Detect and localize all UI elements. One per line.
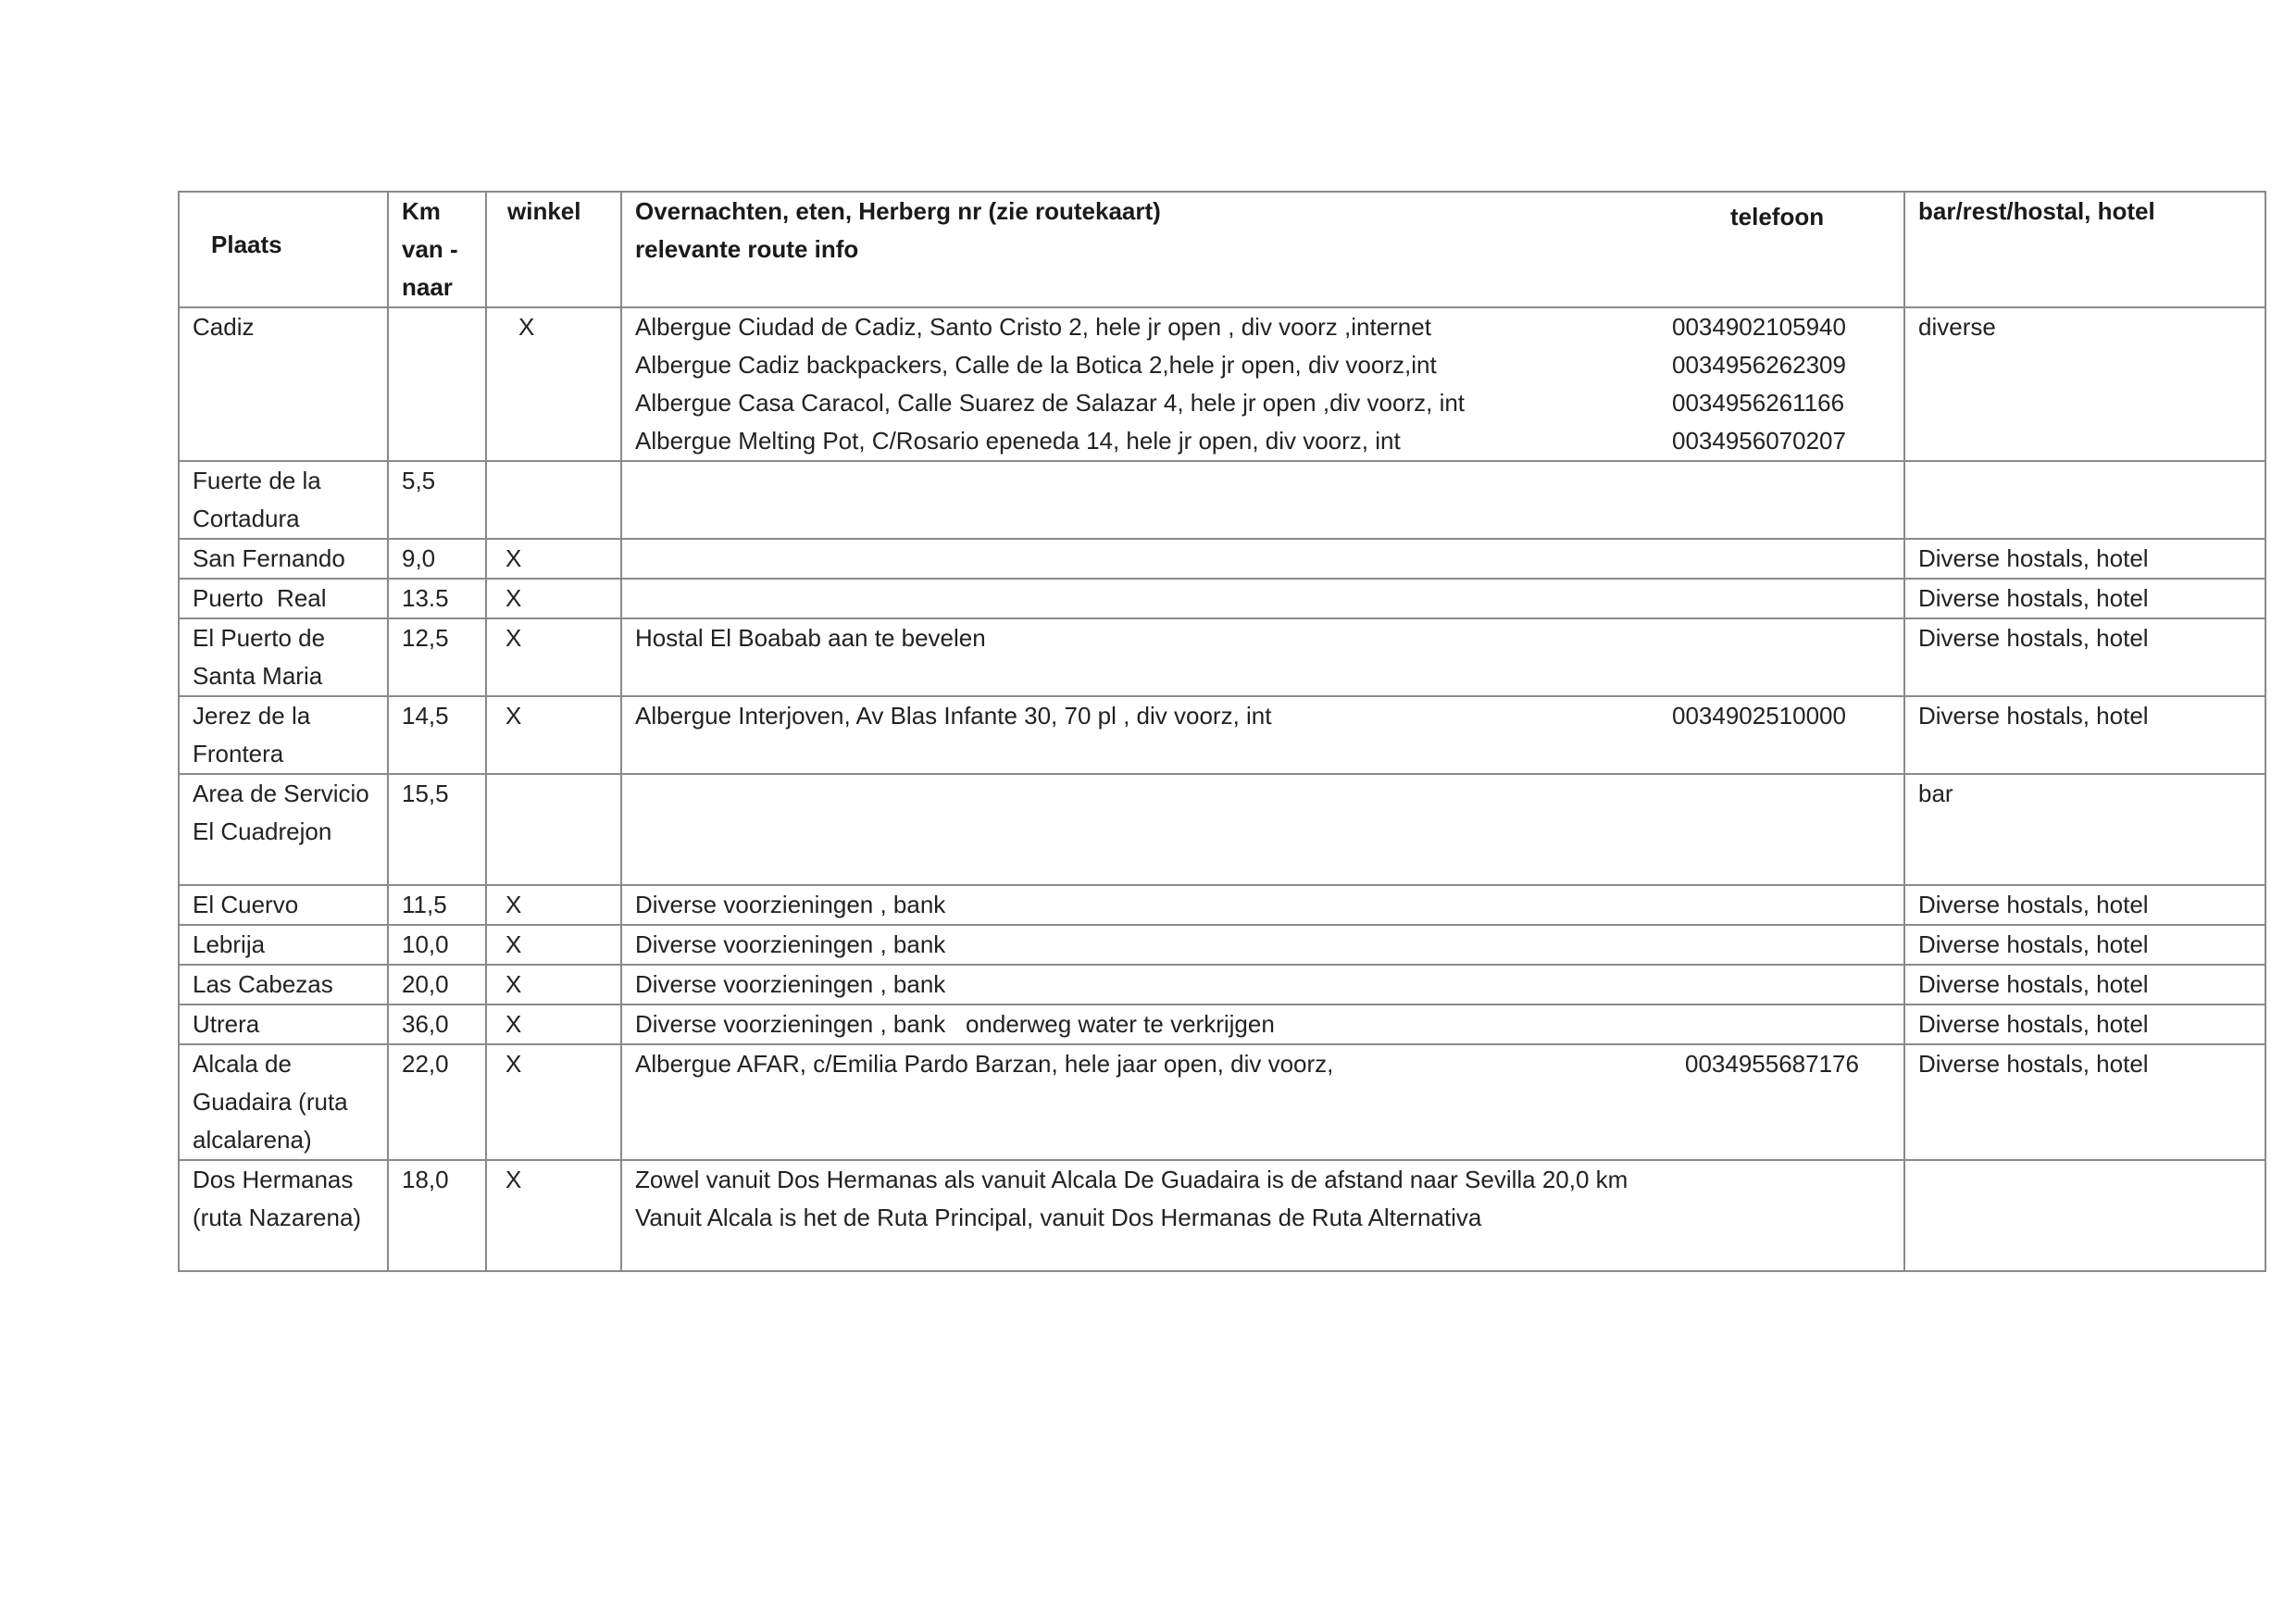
cell-km: 15,5 <box>388 774 486 885</box>
cell-winkel: X <box>486 696 621 774</box>
table-row <box>179 618 2265 696</box>
cell-plaats: Fuerte de la Cortadura <box>179 461 388 539</box>
header-info-line2: relevante route info <box>635 235 859 263</box>
table-row <box>179 307 2265 461</box>
info-text: Diverse voorzieningen , bank <box>635 891 946 918</box>
cell-plaats: Cadiz <box>179 307 388 461</box>
cell-plaats: Utrera <box>179 1004 388 1044</box>
info-text: Albergue Ciudad de Cadiz, Santo Cristo 2, hele jr open , div voorz ,internet <box>635 313 1431 341</box>
info-text: Albergue Melting Pot, C/Rosario epeneda 14, hele jr open, div voorz, int <box>635 427 1401 455</box>
route-table <box>178 191 2266 1272</box>
table-row <box>179 579 2265 618</box>
phone-number: 0034956262309 <box>1672 351 1846 379</box>
cell-info <box>621 696 1904 774</box>
cell-km: 13.5 <box>388 579 486 618</box>
cell-winkel: X <box>486 1004 621 1044</box>
cell-plaats: Area de Servicio El Cuadrejon <box>179 774 388 885</box>
cell-info <box>621 539 1904 579</box>
cell-info <box>621 774 1904 885</box>
cell-info <box>621 925 1904 965</box>
cell-plaats: Alcala de Guadaira (ruta alcalarena) <box>179 1044 388 1160</box>
cell-plaats: San Fernando <box>179 539 388 579</box>
cell-km: 36,0 <box>388 1004 486 1044</box>
table-row <box>179 461 2265 539</box>
info-text: Diverse voorzieningen , bank <box>635 970 946 998</box>
info-text: Diverse voorzieningen , bank onderweg water te verkrijgen <box>635 1010 1275 1038</box>
info-line <box>635 384 1890 422</box>
cell-plaats: El Cuervo <box>179 885 388 925</box>
cell-plaats: Lebrija <box>179 925 388 965</box>
info-line <box>635 886 1890 924</box>
table-row <box>179 925 2265 965</box>
info-text: Albergue AFAR, c/Emilia Pardo Barzan, hele jaar open, div voorz, <box>635 1050 1334 1078</box>
cell-winkel: X <box>486 539 621 579</box>
cell-bar: Diverse hostals, hotel <box>1904 696 2265 774</box>
cell-km: 20,0 <box>388 965 486 1004</box>
cell-km: 5,5 <box>388 461 486 539</box>
cell-info <box>621 965 1904 1004</box>
cell-winkel: X <box>486 307 621 461</box>
table-row <box>179 696 2265 774</box>
phone-number: 0034955687176 <box>1685 1050 1859 1078</box>
info-text: Hostal El Boabab aan te bevelen <box>635 624 986 652</box>
cell-km <box>388 307 486 461</box>
info-line <box>635 422 1890 460</box>
info-text: Albergue Casa Caracol, Calle Suarez de Salazar 4, hele jr open ,div voorz, int <box>635 389 1466 417</box>
info-line <box>635 619 1890 657</box>
table-row <box>179 1044 2265 1160</box>
cell-plaats: Puerto Real <box>179 579 388 618</box>
phone-number: 0034956261166 <box>1672 389 1845 417</box>
cell-bar: Diverse hostals, hotel <box>1904 1004 2265 1044</box>
cell-plaats: El Puerto de Santa Maria <box>179 618 388 696</box>
cell-km: 18,0 <box>388 1160 486 1271</box>
cell-winkel <box>486 461 621 539</box>
header-info-line1: Overnachten, eten, Herberg nr (zie routekaart) <box>635 197 1161 225</box>
cell-info <box>621 307 1904 461</box>
cell-bar <box>1904 461 2265 539</box>
cell-winkel <box>486 774 621 885</box>
header-winkel: winkel <box>486 192 621 307</box>
cell-info <box>621 1160 1904 1271</box>
info-text: Diverse voorzieningen , bank <box>635 930 946 958</box>
info-text: Zowel vanuit Dos Hermanas als vanuit Alcala De Guadaira is de afstand naar Sevilla 20,0 km <box>635 1166 1628 1193</box>
cell-winkel: X <box>486 579 621 618</box>
info-line <box>635 1161 1890 1199</box>
cell-bar: Diverse hostals, hotel <box>1904 618 2265 696</box>
cell-bar: Diverse hostals, hotel <box>1904 1044 2265 1160</box>
info-text: Vanuit Alcala is het de Ruta Principal, vanuit Dos Hermanas de Ruta Alternativa <box>635 1204 1482 1231</box>
table-row <box>179 1004 2265 1044</box>
cell-winkel: X <box>486 1160 621 1271</box>
cell-info <box>621 579 1904 618</box>
phone-number: 0034902105940 <box>1672 313 1846 341</box>
header-km: Km van - naar <box>388 192 486 307</box>
cell-km: 9,0 <box>388 539 486 579</box>
cell-plaats: Las Cabezas <box>179 965 388 1004</box>
cell-km: 22,0 <box>388 1044 486 1160</box>
cell-winkel: X <box>486 885 621 925</box>
info-line <box>635 966 1890 1004</box>
header-telefoon: telefoon <box>1730 203 1825 231</box>
cell-plaats: Dos Hermanas (ruta Nazarena) <box>179 1160 388 1271</box>
cell-km: 14,5 <box>388 696 486 774</box>
table-row <box>179 774 2265 885</box>
phone-number: 0034902510000 <box>1672 702 1846 730</box>
cell-km: 12,5 <box>388 618 486 696</box>
info-line <box>635 308 1890 346</box>
cell-plaats: Jerez de la Frontera <box>179 696 388 774</box>
info-line <box>635 1199 1890 1237</box>
header-bar: bar/rest/hostal, hotel <box>1904 192 2265 307</box>
info-line <box>635 1045 1890 1083</box>
cell-bar: bar <box>1904 774 2265 885</box>
cell-winkel: X <box>486 925 621 965</box>
cell-bar: Diverse hostals, hotel <box>1904 885 2265 925</box>
info-line <box>635 697 1890 735</box>
cell-info <box>621 1044 1904 1160</box>
phone-number: 0034956070207 <box>1672 427 1846 455</box>
info-line <box>635 346 1890 384</box>
header-plaats: Plaats <box>179 192 388 307</box>
cell-bar: Diverse hostals, hotel <box>1904 579 2265 618</box>
cell-bar: Diverse hostals, hotel <box>1904 925 2265 965</box>
cell-info <box>621 461 1904 539</box>
cell-bar: Diverse hostals, hotel <box>1904 539 2265 579</box>
cell-bar <box>1904 1160 2265 1271</box>
cell-info <box>621 885 1904 925</box>
table-header-row <box>179 192 2265 307</box>
table-row <box>179 885 2265 925</box>
table-row <box>179 539 2265 579</box>
info-line <box>635 926 1890 964</box>
cell-info <box>621 618 1904 696</box>
table-row <box>179 1160 2265 1271</box>
cell-winkel: X <box>486 618 621 696</box>
cell-km: 11,5 <box>388 885 486 925</box>
cell-winkel: X <box>486 1044 621 1160</box>
cell-winkel: X <box>486 965 621 1004</box>
info-line <box>635 1005 1890 1043</box>
cell-bar: Diverse hostals, hotel <box>1904 965 2265 1004</box>
header-info <box>621 192 1904 307</box>
cell-bar: diverse <box>1904 307 2265 461</box>
info-text: Albergue Interjoven, Av Blas Infante 30, 70 pl , div voorz, int <box>635 702 1272 730</box>
cell-info <box>621 1004 1904 1044</box>
cell-km: 10,0 <box>388 925 486 965</box>
info-text: Albergue Cadiz backpackers, Calle de la Botica 2,hele jr open, div voorz,int <box>635 351 1437 379</box>
table-row <box>179 965 2265 1004</box>
